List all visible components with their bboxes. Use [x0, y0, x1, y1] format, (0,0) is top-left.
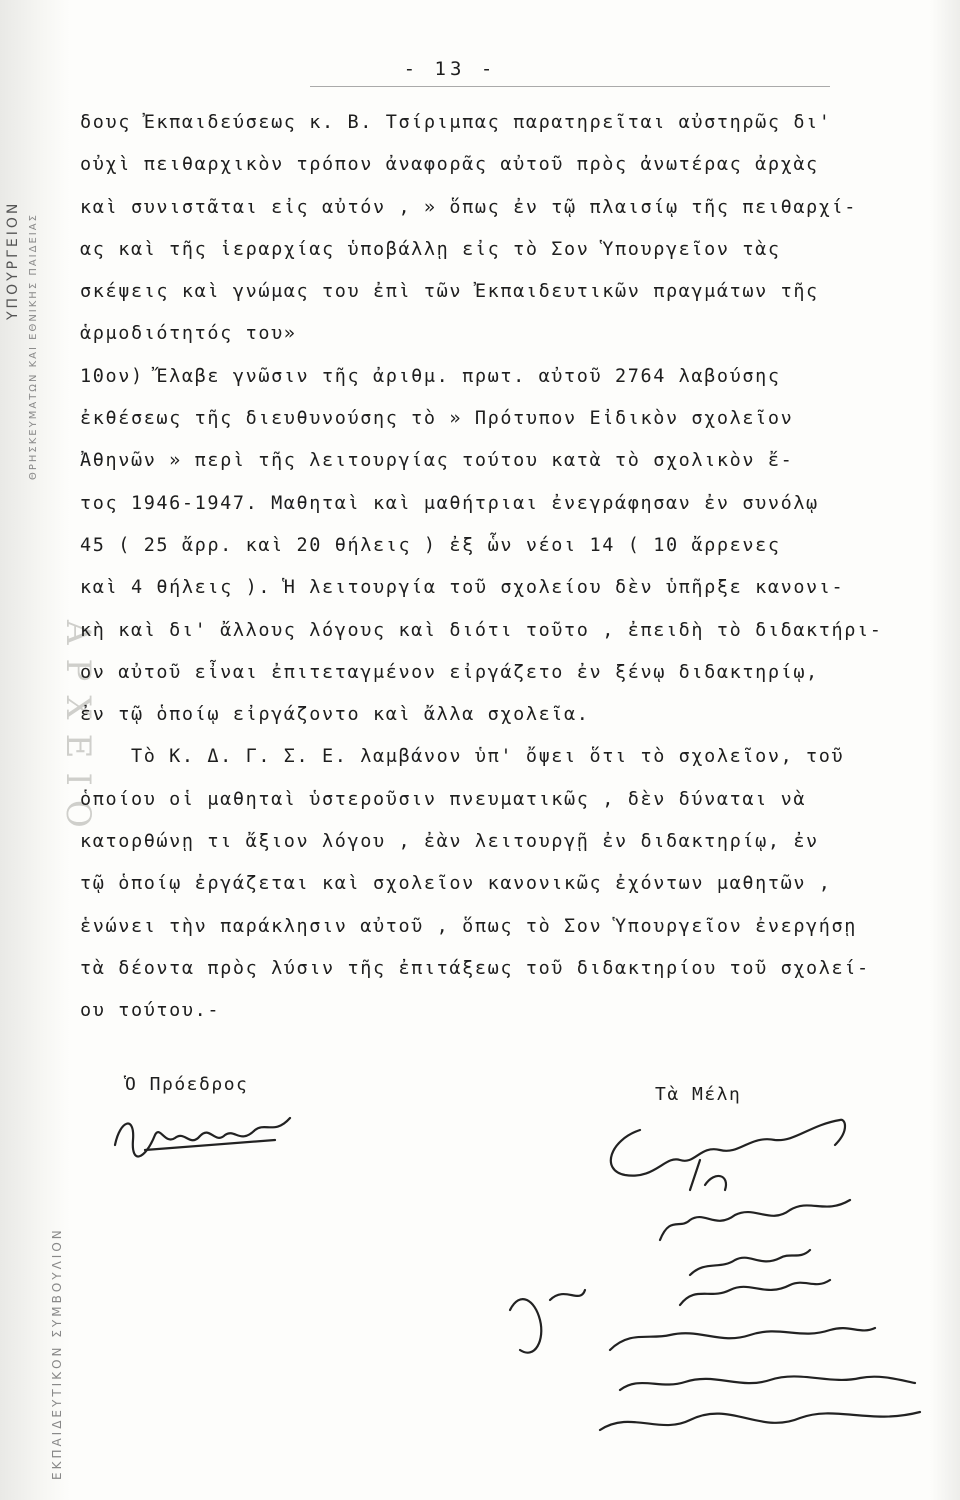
header-divider [310, 86, 830, 87]
margin-council-stamp: ΕΚΠΑΙΔΕΥΤΙΚΟΝ ΣΥΜΒΟΥΛΙΟΝ [50, 1227, 64, 1480]
document-line: ἑνώνει τὴν παράκλησιν αὐτοῦ , ὅπως τὸ Σον Ὑπουργεῖον ἐνεργήσῃ [80, 915, 858, 937]
document-line: ας καὶ τῆς ἱεραρχίας ὑποβάλλῃ εἰς τὸ Σον Ὑπουργεῖον τὰς [80, 238, 781, 260]
members-signatures [490, 1100, 930, 1480]
document-line: ὁποίου οἱ μαθηταὶ ὑστεροῦσιν πνευματικῶς , δὲν δύναται νὰ [80, 788, 807, 810]
document-line: ου τούτου.- [80, 1000, 221, 1022]
document-line: κατορθώνῃ τι ἄξιον λόγου , ἐὰν λειτουργῇ ἐν διδακτηρίῳ, ἐν [80, 831, 819, 853]
document-line: Τὸ Κ. Δ. Γ. Σ. Ε. λαμβάνον ὑπ' ὄψει ὅτι τὸ σχολεῖον, τοῦ [80, 746, 845, 768]
document-line: ἐν τῷ ὁποίῳ εἰργάζοντο καὶ ἄλλα σχολεῖα. [80, 704, 590, 726]
document-body [80, 102, 930, 1033]
page-number: - 13 - [403, 58, 497, 80]
document-line: ον αὐτοῦ εἶναι ἐπιτεταγμένον εἰργάζετο ἐν ξένῳ διδακτηρίῳ, [80, 661, 819, 683]
document-line: τὰ δέοντα πρὸς λύσιν τῆς ἐπιτάξεως τοῦ διδακτηρίου τοῦ σχολεί- [80, 957, 870, 979]
document-line: σκέψεις καὶ γνώμας του ἐπὶ τῶν Ἐκπαιδευτικῶν πραγμάτων τῆς [80, 281, 819, 303]
document-line: κὴ καὶ δι' ἄλλους λόγους καὶ διότι τοῦτο , ἐπειδὴ τὸ διδακτήρι- [80, 619, 883, 641]
president-title: Ὁ Πρόεδρος [125, 1074, 249, 1095]
document-line: 10ον) Ἔλαβε γνῶσιν τῆς ἀριθμ. πρωτ. αὐτοῦ 2764 λαβούσης [80, 365, 781, 387]
document-line: 45 ( 25 ἄρρ. καὶ 20 θήλεις ) ἐξ ὧν νέοι 14 ( 10 ἄρρενες [80, 534, 781, 556]
margin-ministry-subtitle: ΘΡΗΣΚΕΥΜΑΤΩΝ ΚΑΙ ΕΘΝΙΚΗΣ ΠΑΙΔΕΙΑΣ [28, 213, 39, 480]
document-line: οὐχὶ πειθαρχικὸν τρόπον ἀναφορᾶς αὐτοῦ πρὸς ἀνωτέρας ἀρχὰς [80, 154, 819, 176]
president-signature [105, 1100, 305, 1170]
document-line: ἁρμοδιότητός του» [80, 323, 297, 345]
document-line: ἐκθέσεως τῆς διευθυνούσης τὸ » Πρότυπον Εἰδικὸν σχολεῖον [80, 408, 794, 430]
document-line: Ἀθηνῶν » περὶ τῆς λειτουργίας τούτου κατὰ τὸ σχολικὸν ἔ- [80, 450, 794, 472]
document-line: τος 1946-1947. Μαθηταὶ καὶ μαθήτριαι ἐνεγράφησαν ἐν συνόλῳ [80, 492, 819, 514]
document-line: τῷ ὁποίῳ ἐργάζεται καὶ σχολεῖον κανονικῶς ἐχόντων μαθητῶν , [80, 873, 832, 895]
margin-ministry-stamp: ΥΠΟΥΡΓΕΙΟΝ [5, 200, 21, 320]
document-line: καὶ συνιστᾶται εἰς αὐτόν , » ὅπως ἐν τῷ πλαισίῳ τῆς πειθαρχί- [80, 196, 858, 218]
document-line: δους Ἐκπαιδεύσεως κ. Β. Τσίριμπας παρατηρεῖται αὐστηρῶς δι' [80, 112, 832, 133]
members-title: Τὰ Μέλη [655, 1084, 742, 1105]
margin-archive-mark: ΑΡΧΕΙΟ [58, 620, 98, 842]
document-line: καὶ 4 θήλεις ). Ἡ λειτουργία τοῦ σχολείου δὲν ὑπῆρξε κανονι- [80, 577, 845, 599]
